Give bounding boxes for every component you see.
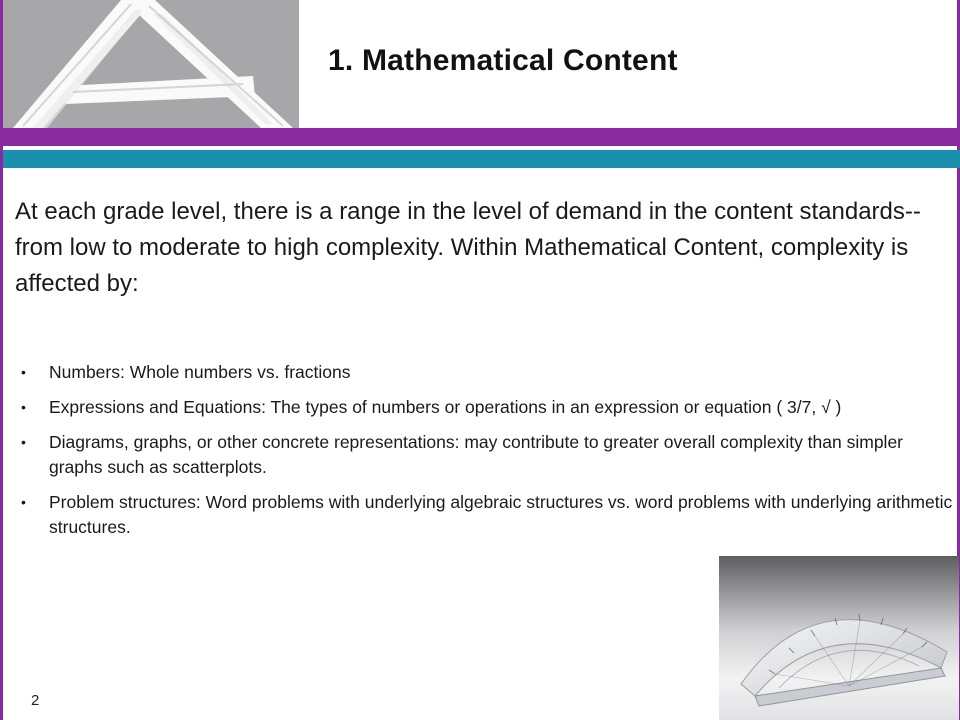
purple-header-bar <box>3 128 960 146</box>
list-item <box>15 360 955 385</box>
list-item <box>15 430 955 480</box>
bullet-text: Expressions and Equations: The types of numbers or operations in an expression or equation ( 3/7, √ ) <box>49 397 842 417</box>
slide-title: 1. Mathematical Content <box>328 44 678 77</box>
list-item <box>15 395 955 420</box>
protractor-photo <box>719 556 959 720</box>
bullet-text: Problem structures: Word problems with underlying algebraic structures vs. word problems with underlying arithmetic structures. <box>49 492 953 537</box>
teal-header-bar <box>3 150 960 168</box>
page-number: 2 <box>31 692 40 709</box>
bullet-icon: • <box>21 434 26 450</box>
bullet-text: Diagrams, graphs, or other concrete representations: may contribute to greater overall complexity than simpler graphs such as scatterplots. <box>49 432 904 477</box>
intro-paragraph: At each grade level, there is a range in the level of demand in the content standards--from low to moderate to high complexity. Within Mathematical Content, complexity is affected by: <box>15 198 921 297</box>
bullet-list <box>15 360 955 550</box>
protractor-icon <box>719 556 959 720</box>
bullet-icon: • <box>21 364 26 380</box>
letter-a-logo-icon <box>3 0 299 128</box>
bullet-icon: • <box>21 399 26 415</box>
list-item <box>15 490 955 540</box>
bullet-text: Numbers: Whole numbers vs. fractions <box>49 362 351 382</box>
logo-block <box>3 0 299 128</box>
bullet-icon: • <box>21 494 26 510</box>
